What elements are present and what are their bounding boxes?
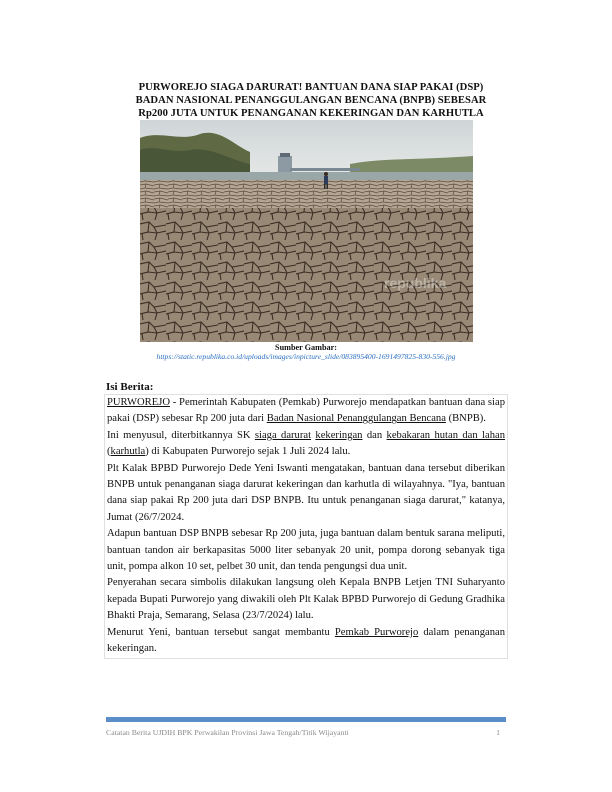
link-pemkab-purworejo[interactable]: Pemkab Purworejo [334,626,419,638]
news-photo [140,120,473,342]
paragraph-6: Menurut Yeni, bantuan tersebut sangat membantu Pemkab Purworejo dalam penanganan kekeringan. [107,626,505,655]
paragraph-2: Ini menyusul, diterbitkannya SK siaga darurat kekeringan dan kebakaran hutan dan lahan (karhutla) di Kabupaten Purworejo sejak 1 Juli 2024 lalu. [107,429,505,458]
image-source-label: Sumber Gambar: [275,343,337,352]
title-line-3: Rp200 JUTA UNTUK PENANGANAN KEKERINGAN DAN KARHUTLA [138,108,484,120]
link-bnpb[interactable]: Badan Nasional Penanggulangan Bencana [266,413,446,425]
photo-watermark: republika [384,275,447,291]
article-body [104,394,508,659]
link-siaga-darurat[interactable]: siaga darurat [254,429,312,441]
paragraph-1: PURWOREJO - Pemerintah Kabupaten (Pemkab) Purworejo mendapatkan bantuan dana siap pakai (DSP) sebesar Rp 200 juta dari Badan Nasional Penanggulangan Bencana (BNPB). [107,397,505,425]
paragraph-5: Penyerahan secara simbolis dilakukan langsung oleh Kepala BNPB Letjen TNI Suharyanto kepada Bupati Purworejo yang diwakili oleh Plt Kalak BPBD Purworejo di Gedung Gradhika Bhakti Praja, Semarang, Selasa (23/7/2024) lalu. [107,577,505,622]
link-kekeringan[interactable]: kekeringan [315,429,363,441]
footer-text: Catatan Berita UJDIH BPK Perwakilan Provinsi Jawa Tengah/Titik Wijayanti [106,728,349,737]
image-source-url[interactable]: https://static.republika.co.id/uploads/images/inpicture_slide/083895400-1691497825-830-556.jpg [156,352,456,361]
section-title: Isi Berita: [106,381,154,393]
page-footer [106,728,506,738]
paragraph-4: Adapun bantuan DSP BNPB sebesar Rp 200 juta, juga bantuan dalam bentuk sarana meliputi, bantuan tandon air berkapasitas 5000 liter sebanyak 20 unit, pompa dorong sebanyak tiga unit, pompa alkon 10 set, pelbet 30 unit, dan tenda pengungsi dua unit. [107,528,505,573]
page-number: 1 [496,728,500,737]
link-purworejo[interactable]: PURWOREJO [107,397,170,408]
link-kebakaran-hutan-dan-lahan[interactable]: kebakaran hutan dan lahan [386,429,505,441]
footer-rule [106,717,506,722]
link-karhutla[interactable]: karhutla [110,446,146,458]
title-line-1: PURWOREJO SIAGA DARURAT! BANTUAN DANA SIAP PAKAI (DSP) [138,82,484,93]
paragraph-3: Plt Kalak BPBD Purworejo Dede Yeni Iswanti mengatakan, bantuan dana tersebut diberikan BNPB untuk penanganan siaga darurat kekeringan dan karhutla di wilayahnya. "Iya, bantuan dana siap pakai Rp 200 juta dari DSP BNPB. Itu untuk penanganan siaga darurat," katanya, Jumat (26/7/2024. [107,462,505,523]
title-line-2: BADAN NASIONAL PENANGGULANGAN BENCANA (BNPB) SEBESAR [135,95,487,107]
document-title [105,81,517,121]
